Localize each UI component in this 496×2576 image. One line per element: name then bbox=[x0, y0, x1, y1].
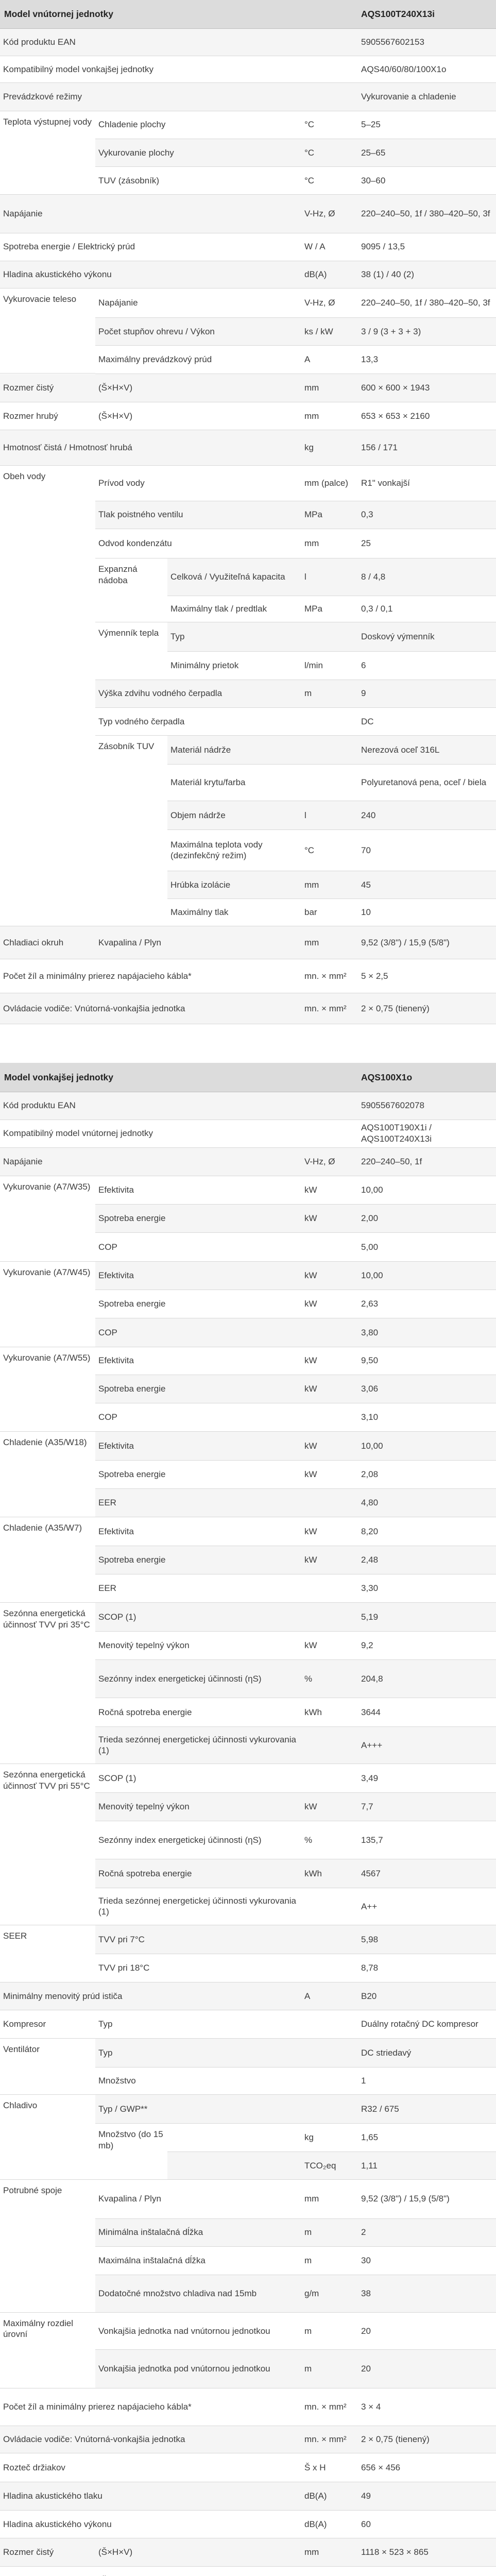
row-label: Napájanie bbox=[0, 195, 301, 233]
row-unit: TCO₂eq bbox=[301, 2152, 358, 2180]
row-unit: kW bbox=[301, 1347, 358, 1375]
row-label bbox=[167, 2124, 301, 2152]
row-group-label: Sezónna energetická účinnosť TVV pri 55°C bbox=[0, 1764, 95, 1925]
row-label: Prevádzkové režimy bbox=[0, 83, 301, 111]
row-unit bbox=[301, 736, 358, 765]
row-group-label: Maximálny rozdiel úrovní bbox=[0, 2313, 95, 2388]
row-value: 1,11 bbox=[358, 2152, 496, 2180]
row-label: Spotreba energie bbox=[95, 1461, 301, 1489]
row-value: Polyuretanová pena, oceľ / biela bbox=[358, 765, 496, 801]
row-value: DC bbox=[358, 708, 496, 736]
row-unit: l bbox=[301, 801, 358, 830]
row-sublabel: Kvapalina / Plyn bbox=[95, 926, 301, 959]
row-value: 220–240–50, 1f / 380–420–50, 3f bbox=[358, 195, 496, 233]
row-label: Efektivita bbox=[95, 1432, 301, 1460]
row-value: 5905567602078 bbox=[358, 1092, 496, 1120]
model-value: AQS100T240X13i bbox=[361, 9, 435, 19]
row-label: Vykurovanie plochy bbox=[95, 139, 301, 167]
row-label: Chladenie plochy bbox=[95, 111, 301, 139]
row-unit bbox=[301, 1233, 358, 1262]
row-group-label: Vykurovacie teleso bbox=[0, 289, 95, 374]
row-label: Menovitý tepelný výkon bbox=[95, 1793, 301, 1821]
row-unit: kW bbox=[301, 1546, 358, 1574]
row-unit: kW bbox=[301, 1793, 358, 1821]
model-label: Model vonkajšej jednotky bbox=[4, 1072, 113, 1082]
row-unit: kW bbox=[301, 1432, 358, 1460]
row-label: Maximálna inštalačná dĺžka bbox=[95, 2247, 301, 2275]
row-label: Efektivita bbox=[95, 1176, 301, 1205]
row-unit bbox=[301, 1603, 358, 1631]
row-unit: °C bbox=[301, 167, 358, 195]
row-label: Rozmer čistý bbox=[0, 2538, 95, 2567]
row-unit: °C bbox=[301, 830, 358, 871]
row-value: 2,63 bbox=[358, 1290, 496, 1318]
row-label: Typ / GWP** bbox=[95, 2095, 301, 2123]
row-unit bbox=[301, 1403, 358, 1432]
row-unit: mm bbox=[301, 402, 358, 430]
row-value: 3 × 4 bbox=[358, 2388, 496, 2426]
row-group-label: Sezónna energetická účinnosť TVV pri 35°C bbox=[0, 1603, 95, 1764]
row-value: 10,00 bbox=[358, 1262, 496, 1290]
row-value: R1" vonkajší bbox=[358, 466, 496, 501]
row-unit bbox=[301, 1120, 358, 1148]
row-label: Ovládacie vodiče: Vnútorná-vonkajšia jednotka bbox=[0, 2426, 301, 2454]
row-value: 9095 / 13,5 bbox=[358, 233, 496, 261]
row-value: 220–240–50, 1f bbox=[358, 1148, 496, 1176]
row-unit: kW bbox=[301, 1290, 358, 1318]
row-unit bbox=[301, 1954, 358, 1982]
row-value: 5 × 2,5 bbox=[358, 959, 496, 993]
row-value: 10,00 bbox=[358, 1176, 496, 1205]
row-unit: l bbox=[301, 558, 358, 596]
indoor-table-header bbox=[0, 0, 496, 29]
row-unit: A bbox=[301, 1982, 358, 2010]
row-unit: mm bbox=[301, 871, 358, 899]
row-group-label: Vykurovanie (A7/W45) bbox=[0, 1262, 95, 1347]
row-unit: dB(A) bbox=[301, 2482, 358, 2511]
row-value: R32 / 675 bbox=[358, 2095, 496, 2123]
row-value: Vykurovanie a chladenie bbox=[358, 83, 496, 111]
row-unit: kg bbox=[301, 2124, 358, 2152]
row-label: SCOP (1) bbox=[95, 1764, 301, 1792]
row-group-label: Ventilátor bbox=[0, 2039, 95, 2095]
row-value: Doskový výmenník bbox=[358, 622, 496, 652]
row-unit bbox=[301, 765, 358, 801]
row-label: Spotreba energie bbox=[95, 1546, 301, 1574]
row-unit: mn. × mm² bbox=[301, 2388, 358, 2426]
row-value: 8 / 4,8 bbox=[358, 558, 496, 596]
row-unit: m bbox=[301, 2247, 358, 2275]
row-sublabel: (Š×H×V) bbox=[95, 2538, 301, 2567]
row-label: TVV pri 18°C bbox=[95, 1954, 301, 1982]
row-value: 3,10 bbox=[358, 1403, 496, 1432]
row-label: Výška zdvihu vodného čerpadla bbox=[95, 680, 301, 708]
row-sublabel: (Š×H×V) bbox=[95, 374, 301, 403]
row-label: Kód produktu EAN bbox=[0, 29, 301, 56]
row-label: Odvod kondenzátu bbox=[95, 529, 301, 558]
row-label: COP bbox=[95, 1403, 301, 1432]
row-value: 3 / 9 (3 + 3 + 3) bbox=[358, 318, 496, 346]
row-label: Sezónny index energetickej účinnosti (ηS) bbox=[95, 1821, 301, 1859]
row-group-label: Potrubné spoje bbox=[0, 2180, 95, 2313]
outdoor-table-header bbox=[0, 1063, 496, 1092]
row-unit: °C bbox=[301, 111, 358, 139]
row-unit bbox=[301, 1727, 358, 1765]
row-unit: kW bbox=[301, 1517, 358, 1546]
row-value: 49 bbox=[358, 2482, 496, 2511]
row-unit bbox=[301, 1925, 358, 1954]
row-value: 25–65 bbox=[358, 139, 496, 167]
row-label: TVV pri 7°C bbox=[95, 1925, 301, 1954]
row-label: Efektivita bbox=[95, 1347, 301, 1375]
row-label: Objem nádrže bbox=[167, 801, 301, 830]
row-unit: mm bbox=[301, 2180, 358, 2219]
row-value: 20 bbox=[358, 2313, 496, 2350]
row-label: Množstvo bbox=[95, 2067, 301, 2095]
row-value: 2 × 0,75 (tienený) bbox=[358, 2426, 496, 2454]
row-unit bbox=[301, 1092, 358, 1120]
row-label: Vonkajšia jednotka pod vnútornou jednotkou bbox=[95, 2350, 301, 2388]
row-label: Kompatibilný model vnútornej jednotky bbox=[0, 1120, 301, 1148]
row-label: COP bbox=[95, 1318, 301, 1347]
row-value: 3,30 bbox=[358, 1574, 496, 1603]
row-label: Hladina akustického výkonu bbox=[0, 261, 301, 289]
row-value: AQS100T190X1i / AQS100T240X13i bbox=[358, 1120, 496, 1148]
row-value: 204,8 bbox=[358, 1660, 496, 1698]
row-unit: mm bbox=[301, 529, 358, 558]
row-label: Menovitý tepelný výkon bbox=[95, 1632, 301, 1660]
row-group-label: Chladivo bbox=[0, 2095, 95, 2180]
row-group-label: SEER bbox=[0, 1925, 95, 1982]
row-value: 2,08 bbox=[358, 1461, 496, 1489]
row-label: Celková / Využiteľná kapacita bbox=[167, 558, 301, 596]
row-unit bbox=[301, 83, 358, 111]
row-unit: kW bbox=[301, 1632, 358, 1660]
row-label: Maximálny tlak bbox=[167, 899, 301, 926]
row-label: Hmotnosť čistá / Hmotnosť hrubá bbox=[0, 430, 301, 466]
row-value bbox=[358, 2567, 496, 2576]
row-value: 3,49 bbox=[358, 1764, 496, 1792]
row-unit: V-Hz, Ø bbox=[301, 289, 358, 318]
row-group-label: Obeh vody bbox=[0, 466, 95, 926]
row-value: 70 bbox=[358, 830, 496, 871]
row-label: Kvapalina / Plyn bbox=[95, 2180, 301, 2219]
row-value: 3,80 bbox=[358, 1318, 496, 1347]
row-unit: V-Hz, Ø bbox=[301, 195, 358, 233]
row-value: 8,20 bbox=[358, 1517, 496, 1546]
row-unit: dB(A) bbox=[301, 2511, 358, 2538]
row-label: Kompresor bbox=[0, 2010, 95, 2039]
row-value: 30–60 bbox=[358, 167, 496, 195]
row-unit bbox=[301, 29, 358, 56]
row-value: Duálny rotačný DC kompresor bbox=[358, 2010, 496, 2039]
row-value: AQS40/60/80/100X1o bbox=[358, 56, 496, 83]
row-unit: kW bbox=[301, 1375, 358, 1403]
row-value: 2 bbox=[358, 2219, 496, 2247]
row-label: Materiál krytu/farba bbox=[167, 765, 301, 801]
row-subgroup-label: Zásobník TUV bbox=[95, 736, 167, 926]
row-value: 13,3 bbox=[358, 346, 496, 374]
row-unit: kW bbox=[301, 1176, 358, 1205]
row-unit bbox=[301, 2567, 358, 2576]
row-label: Počet žíl a minimálny prierez napájacieho kábla* bbox=[0, 2388, 301, 2426]
row-value: 45 bbox=[358, 871, 496, 899]
row-label: Efektivita bbox=[95, 1262, 301, 1290]
row-unit: mm bbox=[301, 2538, 358, 2567]
row-unit bbox=[301, 56, 358, 83]
row-unit: m bbox=[301, 2350, 358, 2388]
row-unit bbox=[301, 1888, 358, 1926]
row-label: Maximálny tlak / predtlak bbox=[167, 596, 301, 622]
row-value: 4567 bbox=[358, 1859, 496, 1888]
row-unit: dB(A) bbox=[301, 261, 358, 289]
row-value: 240 bbox=[358, 801, 496, 830]
row-unit bbox=[301, 622, 358, 652]
row-label: Trieda sezónnej energetickej účinnosti vykurovania (1) bbox=[95, 1727, 301, 1765]
row-label: TUV (zásobník) bbox=[95, 167, 301, 195]
row-label: Sezónny index energetickej účinnosti (ηS) bbox=[95, 1660, 301, 1698]
row-value: B20 bbox=[358, 1982, 496, 2010]
row-sublabel bbox=[95, 2567, 301, 2576]
row-label: Ovládacie vodiče: Vnútorná-vonkajšia jednotka bbox=[0, 993, 301, 1024]
row-value: 60 bbox=[358, 2511, 496, 2538]
row-value: 1 bbox=[358, 2067, 496, 2095]
model-label: Model vnútornej jednotky bbox=[4, 9, 113, 19]
row-unit: kW bbox=[301, 1205, 358, 1233]
row-unit bbox=[301, 2010, 358, 2039]
row-label: Maximálna teplota vody (dezinfekčný režim) bbox=[167, 830, 301, 871]
row-label: Minimálny prietok bbox=[167, 652, 301, 680]
row-label bbox=[0, 2567, 95, 2576]
row-value: 38 bbox=[358, 2275, 496, 2313]
row-unit: W / A bbox=[301, 233, 358, 261]
row-value: 5,98 bbox=[358, 1925, 496, 1954]
row-unit: kWh bbox=[301, 1859, 358, 1888]
row-value: 656 × 456 bbox=[358, 2453, 496, 2482]
row-unit: m bbox=[301, 2219, 358, 2247]
row-label: Kód produktu EAN bbox=[0, 1092, 301, 1120]
row-unit: kW bbox=[301, 1461, 358, 1489]
row-label: Hladina akustického výkonu bbox=[0, 2511, 301, 2538]
row-value: 156 / 171 bbox=[358, 430, 496, 466]
row-unit: kWh bbox=[301, 1698, 358, 1726]
row-unit: Š x H bbox=[301, 2453, 358, 2482]
row-label bbox=[167, 2152, 301, 2180]
row-label: Typ bbox=[167, 622, 301, 652]
row-unit: A bbox=[301, 346, 358, 374]
row-value: 5,19 bbox=[358, 1603, 496, 1631]
row-value: 3,06 bbox=[358, 1375, 496, 1403]
row-value: 10 bbox=[358, 899, 496, 926]
row-unit: MPa bbox=[301, 596, 358, 622]
row-value: 5,00 bbox=[358, 1233, 496, 1262]
row-label: Spotreba energie bbox=[95, 1375, 301, 1403]
row-value: 9,52 (3/8") / 15,9 (5/8") bbox=[358, 926, 496, 959]
row-label: EER bbox=[95, 1489, 301, 1517]
row-label: Hrúbka izolácie bbox=[167, 871, 301, 899]
row-sublabel: Typ bbox=[95, 2010, 301, 2039]
row-label: Typ vodného čerpadla bbox=[95, 708, 301, 736]
row-value: 30 bbox=[358, 2247, 496, 2275]
row-unit bbox=[301, 2039, 358, 2067]
row-value: A+++ bbox=[358, 1727, 496, 1765]
row-label: Spotreba energie bbox=[95, 1205, 301, 1233]
row-value: 9,50 bbox=[358, 1347, 496, 1375]
row-group-label: Vykurovanie (A7/W55) bbox=[0, 1347, 95, 1432]
row-label: Rozmer hrubý bbox=[0, 402, 95, 430]
row-label: Vonkajšia jednotka nad vnútornou jednotkou bbox=[95, 2313, 301, 2350]
row-unit: bar bbox=[301, 899, 358, 926]
row-value: 2,00 bbox=[358, 1205, 496, 1233]
row-group-label: Teplota výstupnej vody bbox=[0, 111, 95, 195]
row-value: 2 × 0,75 (tienený) bbox=[358, 993, 496, 1024]
row-value: DC striedavý bbox=[358, 2039, 496, 2067]
row-value: 1118 × 523 × 865 bbox=[358, 2538, 496, 2567]
row-label: Ročná spotreba energie bbox=[95, 1698, 301, 1726]
row-unit: mm (palce) bbox=[301, 466, 358, 501]
row-label: SCOP (1) bbox=[95, 1603, 301, 1631]
row-unit: ks / kW bbox=[301, 318, 358, 346]
row-value: 0,3 bbox=[358, 501, 496, 529]
row-label: Hladina akustického tlaku bbox=[0, 2482, 301, 2511]
row-value: 5905567602153 bbox=[358, 29, 496, 56]
row-value: 2,48 bbox=[358, 1546, 496, 1574]
row-value: Nerezová oceľ 316L bbox=[358, 736, 496, 765]
row-unit bbox=[301, 1574, 358, 1603]
row-unit: mm bbox=[301, 926, 358, 959]
row-unit: m bbox=[301, 2313, 358, 2350]
row-unit: mm bbox=[301, 374, 358, 403]
row-unit bbox=[301, 2095, 358, 2123]
row-value: A++ bbox=[358, 1888, 496, 1926]
row-subgroup-label: Expanzná nádoba bbox=[95, 558, 167, 622]
row-label: Dodatočné množstvo chladiva nad 15mb bbox=[95, 2275, 301, 2313]
row-unit: % bbox=[301, 1660, 358, 1698]
row-value: 38 (1) / 40 (2) bbox=[358, 261, 496, 289]
row-unit: mn. × mm² bbox=[301, 959, 358, 993]
row-unit: kg bbox=[301, 430, 358, 466]
model-value: AQS100X1o bbox=[361, 1072, 413, 1082]
row-unit bbox=[301, 708, 358, 736]
row-label: Ročná spotreba energie bbox=[95, 1859, 301, 1888]
row-unit: m bbox=[301, 680, 358, 708]
row-label: Minimálna inštalačná dĺžka bbox=[95, 2219, 301, 2247]
row-value: 6 bbox=[358, 652, 496, 680]
row-value: 7,7 bbox=[358, 1793, 496, 1821]
row-group-label: Chladenie (A35/W7) bbox=[0, 1517, 95, 1603]
row-value: 135,7 bbox=[358, 1821, 496, 1859]
row-label: Počet stupňov ohrevu / Výkon bbox=[95, 318, 301, 346]
row-label: Spotreba energie bbox=[95, 1290, 301, 1318]
row-label: Napájanie bbox=[0, 1148, 301, 1176]
row-unit bbox=[301, 2067, 358, 2095]
row-value: 0,3 / 0,1 bbox=[358, 596, 496, 622]
outdoor-unit-spec-table bbox=[0, 1063, 496, 2576]
row-label: Rozmer čistý bbox=[0, 374, 95, 403]
row-value: 1,65 bbox=[358, 2124, 496, 2152]
row-unit bbox=[301, 1764, 358, 1792]
row-sublabel: (Š×H×V) bbox=[95, 402, 301, 430]
row-group-label: Vykurovanie (A7/W35) bbox=[0, 1176, 95, 1262]
row-unit: mn. × mm² bbox=[301, 993, 358, 1024]
row-unit: MPa bbox=[301, 501, 358, 529]
row-label: Spotreba energie / Elektrický prúd bbox=[0, 233, 301, 261]
row-label: Maximálny prevádzkový prúd bbox=[95, 346, 301, 374]
row-value: 9 bbox=[358, 680, 496, 708]
row-subgroup-label: Výmenník tepla bbox=[95, 622, 167, 680]
row-value: 9,2 bbox=[358, 1632, 496, 1660]
row-unit: °C bbox=[301, 139, 358, 167]
row-value: 653 × 653 × 2160 bbox=[358, 402, 496, 430]
row-label: Minimálny menovitý prúd ističa bbox=[0, 1982, 301, 2010]
row-value: 25 bbox=[358, 529, 496, 558]
row-value: 9,52 (3/8") / 15,9 (5/8") bbox=[358, 2180, 496, 2219]
row-label: Počet žíl a minimálny prierez napájacieho kábla* bbox=[0, 959, 301, 993]
row-value: 10,00 bbox=[358, 1432, 496, 1460]
row-label: Trieda sezónnej energetickej účinnosti vykurovania (1) bbox=[95, 1888, 301, 1926]
row-group-label: Chladenie (A35/W18) bbox=[0, 1432, 95, 1517]
row-unit: l/min bbox=[301, 652, 358, 680]
row-subgroup-label: Množstvo (do 15 mb) bbox=[95, 2124, 167, 2180]
row-label: Materiál nádrže bbox=[167, 736, 301, 765]
row-label: Typ bbox=[95, 2039, 301, 2067]
row-label: EER bbox=[95, 1574, 301, 1603]
row-value: 4,80 bbox=[358, 1489, 496, 1517]
row-label: Tlak poistného ventilu bbox=[95, 501, 301, 529]
row-label: Efektivita bbox=[95, 1517, 301, 1546]
row-unit bbox=[301, 1318, 358, 1347]
row-value: 5–25 bbox=[358, 111, 496, 139]
row-label: Rozteč držiakov bbox=[0, 2453, 301, 2482]
row-unit: mn. × mm² bbox=[301, 2426, 358, 2454]
row-unit: kW bbox=[301, 1262, 358, 1290]
row-label: Chladiaci okruh bbox=[0, 926, 95, 959]
row-unit: V-Hz, Ø bbox=[301, 1148, 358, 1176]
row-unit bbox=[301, 1489, 358, 1517]
row-unit: % bbox=[301, 1821, 358, 1859]
indoor-unit-spec-table bbox=[0, 0, 496, 1024]
row-value: 220–240–50, 1f / 380–420–50, 3f bbox=[358, 289, 496, 318]
row-label: Napájanie bbox=[95, 289, 301, 318]
row-label: Kompatibilný model vonkajšej jednotky bbox=[0, 56, 301, 83]
row-label: Prívod vody bbox=[95, 466, 301, 501]
row-value: 3644 bbox=[358, 1698, 496, 1726]
row-value: 20 bbox=[358, 2350, 496, 2388]
row-value: 8,78 bbox=[358, 1954, 496, 1982]
row-unit: g/m bbox=[301, 2275, 358, 2313]
row-value: 600 × 600 × 1943 bbox=[358, 374, 496, 403]
row-label: COP bbox=[95, 1233, 301, 1262]
